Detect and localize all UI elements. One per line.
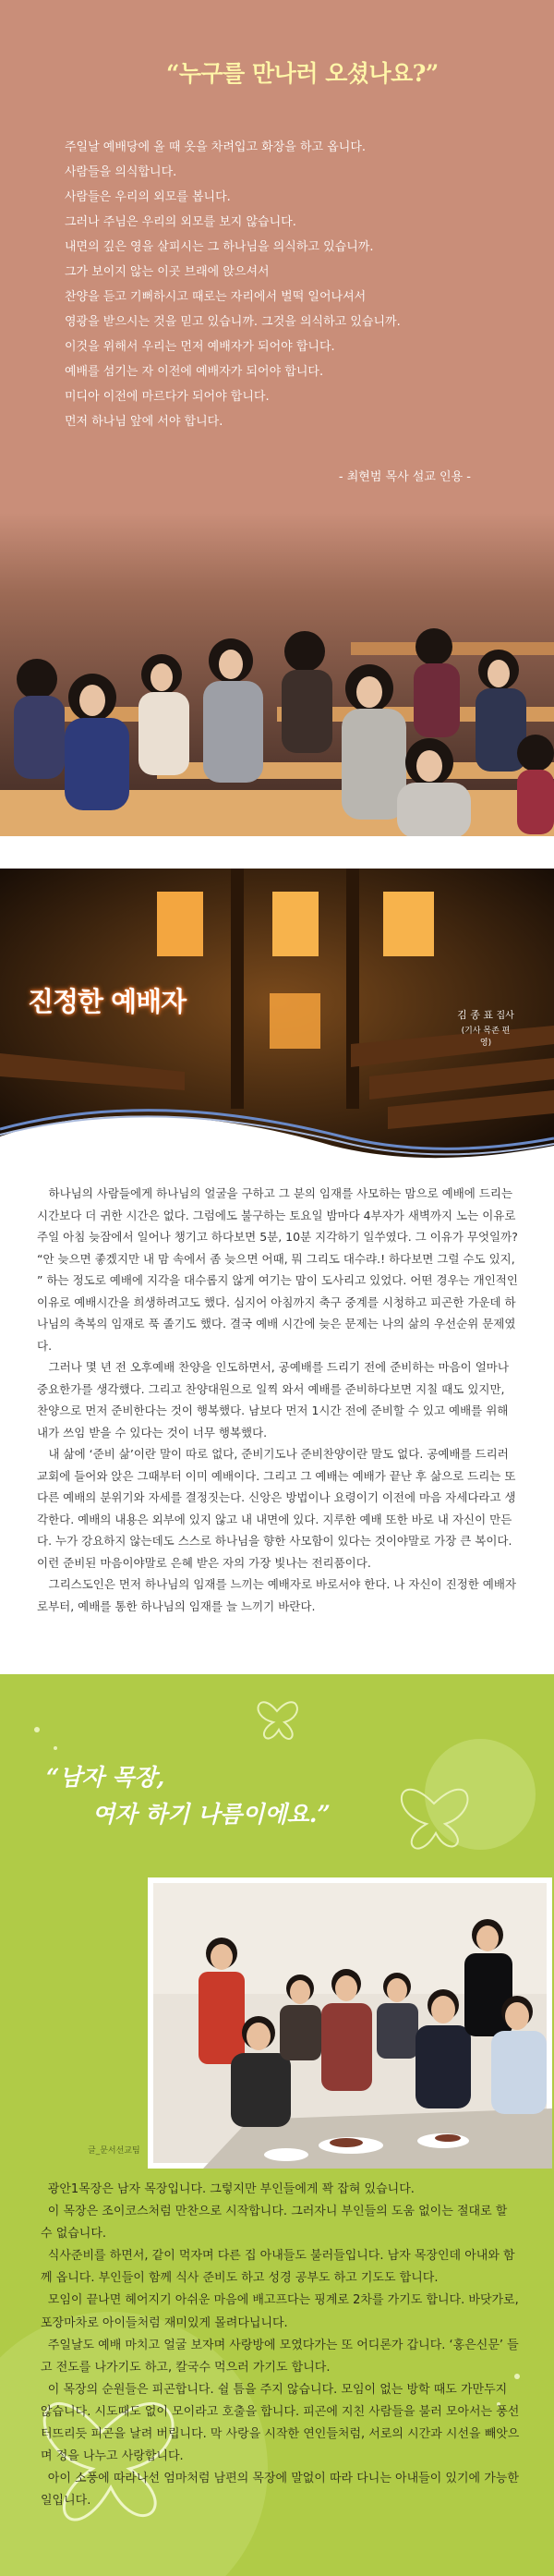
quote-line: 이것을 위해서 우리는 먼저 예배자가 되어야 합니다. xyxy=(65,340,335,354)
article-title-line1: “남자 목장, xyxy=(46,1764,165,1791)
paragraph: 주일날도 예배 마치고 얼굴 보자며 사랑방에 모였다가는 또 어디론가 갑니다. ‘홍은신문’ 들고 전도를 나가기도 하고, 칼국수 먹으러 가기도 합니다. xyxy=(41,2338,519,2375)
paragraph: 이 목장의 순원들은 피곤합니다. 쉴 틈을 주지 않습니다. 모임이 없는 방학 때도 가만두지 않습니다. 시도때도 없이 모이라고 호출을 합니다. 피곤에 지친 사람들을 불러 모아서는 풍선 터뜨리듯 피곤을 날려 버립니다. 막 사랑을 시작한 연인들처럼, 서로의 시간과 시선을 빼앗으며 정을 나누고 사랑합니다. xyxy=(41,2382,520,2464)
article-body xyxy=(41,2179,521,2512)
congregation-photo xyxy=(0,513,554,836)
quote-line: 사람들을 의식합니다. xyxy=(65,165,177,179)
paragraph: 내 삶에 ‘준비 삶’이란 말이 따로 없다, 준비기도나 준비찬양이란 말도 없다. 공예배를 드리러 교회에 들어와 앉은 그때부터 이미 예배이다. 그리고 그 예배는 예배가 끝난 후 삶으로 드리는 또 다른 예배의 분위기와 자세를 결정짓는다. 신앙은 방법이나 요령이기 이전에 마음 자세다라고 생각한다. 예배의 내용은 외부에 있지 않고 내 내면에 있다. 지루한 예배 또한 바로 내 자신이 만든다. 누가 강요하지 않는데도 스스로 하나님을 향한 사모함이 있다는 것이야말로 가장 큰 복이다. 이런 준비된 마음이야말로 은혜 받은 자의 가장 빛나는 전리품이다. xyxy=(37,1447,516,1570)
quote-line: 예배를 섬기는 자 이전에 예배자가 되어야 합니다. xyxy=(65,365,324,379)
quote-line: 그가 보이지 않는 이곳 브래에 앉으셔서 xyxy=(65,265,270,279)
paragraph: 모임이 끝나면 헤어지기 아쉬운 마음에 배고프다는 핑계로 2차를 가기도 합니다. 바닷가로, 포장마차로 아이들처럼 재미있게 몰려다닙니다. xyxy=(41,2293,519,2330)
paragraph: 이 목장은 조이코스처럼 만찬으로 시작합니다. 그러자니 부인들의 도움 없이는 절대로 할 수 없습니다. xyxy=(41,2205,508,2242)
author-group: (기사 목존 편영) xyxy=(461,1027,511,1048)
section-title: “누구를 만나러 오셨나요?” xyxy=(166,60,439,87)
group-photo-frame xyxy=(148,1877,552,2169)
quote-line: 그러나 주님은 우리의 외모를 보지 않습니다. xyxy=(65,215,296,229)
article-heading: 진정한 예배자 xyxy=(28,986,187,1017)
paragraph: 광안1목장은 남자 목장입니다. 그렇지만 부인들에게 꽉 잡혀 있습니다. xyxy=(47,2182,415,2196)
cell-group-article xyxy=(0,1674,554,2576)
author-title: 집사 xyxy=(496,1011,514,1021)
group-photo xyxy=(148,1877,552,2169)
author-name: 김 종 표 xyxy=(457,1009,494,1021)
sermon-quote xyxy=(65,139,499,438)
paragraph: 그러나 몇 년 전 오후예배 찬양을 인도하면서, 공예배를 드리기 전에 준비하는 마음이 얼마나 중요한가를 생각했다. 그리고 찬양대원으로 일찍 와서 예배를 준비하다보면 지칠 때도 있지만, 찬양으로 먼저 준비한다는 것이 행복했다. 남보다 먼저 1시간 전에 준비할 수 있고 예배를 위해 내가 쓰임 받을 수 있다는 것이 너무 행복했다. xyxy=(37,1360,509,1440)
article-title-line2: 여자 하기 나름이에요.” xyxy=(92,1801,331,1828)
quote-line: 주일날 예배당에 올 때 옷을 차려입고 화장을 하고 옵니다. xyxy=(65,140,367,154)
author-credit xyxy=(456,1007,515,1048)
quote-line: 사람들은 우리의 외모를 봅니다. xyxy=(65,190,231,204)
quote-line: 미디아 이전에 마르다가 되어야 합니다. xyxy=(65,390,270,404)
article-body xyxy=(37,1183,519,1617)
worship-quote-section xyxy=(0,0,554,836)
paragraph: 하나님의 사람들에게 하나님의 얼굴을 구하고 그 분의 임재를 사모하는 맘으로 예배에 드리는 시간보다 더 귀한 시간은 없다. 그럼에도 불구하는 토요일 밤마다 4부자가 새벽까지 노는 이유로 주일 아침 늦잠에서 일어나 챙기고 하다보면 5분, 10분 지각하기 일쑤였다. 그 이유가 무엇일까? “안 늦으면 좋겠지만 내 맘 속에서 좀 늦으면 어때, 뭐 그리도 대수랴.! 하다보면 그럴 수도 있지, ” 하는 정도로 예배에 지각을 대수롭지 않게 여기는 맘이 도사리고 있었다. 어떤 경우는 개인적인 이유로 예배시간을 희생하려고도 했다. 심지어 아침까지 축구 중계를 시청하고 피곤한 가운데 하나님의 축복의 임재로 푹 졸기도 했다. 결국 예배 시간에 늦은 문제는 나의 삶의 우선순위 문제였다. xyxy=(37,1186,518,1353)
paragraph: 그리스도인은 먼저 하나님의 임재를 느끼는 예배자로 바로서야 한다. 나 자신이 진정한 예배자로부터, 예배를 통한 하나님의 임재를 늘 느끼기 바란다. xyxy=(37,1577,517,1613)
quote-line: 영광을 받으시는 것을 믿고 있습니까. 그것을 의식하고 있습니까. xyxy=(65,315,401,329)
true-worshipper-article xyxy=(0,869,554,1674)
quote-line: 내면의 깊은 영을 살피시는 그 하나님을 의식하고 있습니까. xyxy=(65,240,374,254)
photo-credit: 글_문서선교팀 xyxy=(88,2146,140,2156)
paragraph: 식사준비를 하면서, 같이 먹자며 다른 집 아내들도 불러들입니다. 남자 목장인데 아내와 함께 옵니다. 부인들이 함께 식사 준비도 하고 성경 공부도 하고 기도도 합니다. xyxy=(41,2249,515,2286)
quote-attribution: - 최현범 목사 설교 인용 - xyxy=(338,470,471,484)
paragraph: 아이 소풍에 따라나선 엄마처럼 남편의 목장에 말없이 따라 다니는 아내들이 있기에 가능한 일입니다. xyxy=(41,2472,519,2509)
quote-line: 찬양을 듣고 기뻐하시고 때로는 자리에서 벌떡 일어나셔서 xyxy=(65,290,367,304)
quote-line: 먼저 하나님 앞에 서야 합니다. xyxy=(65,415,223,429)
